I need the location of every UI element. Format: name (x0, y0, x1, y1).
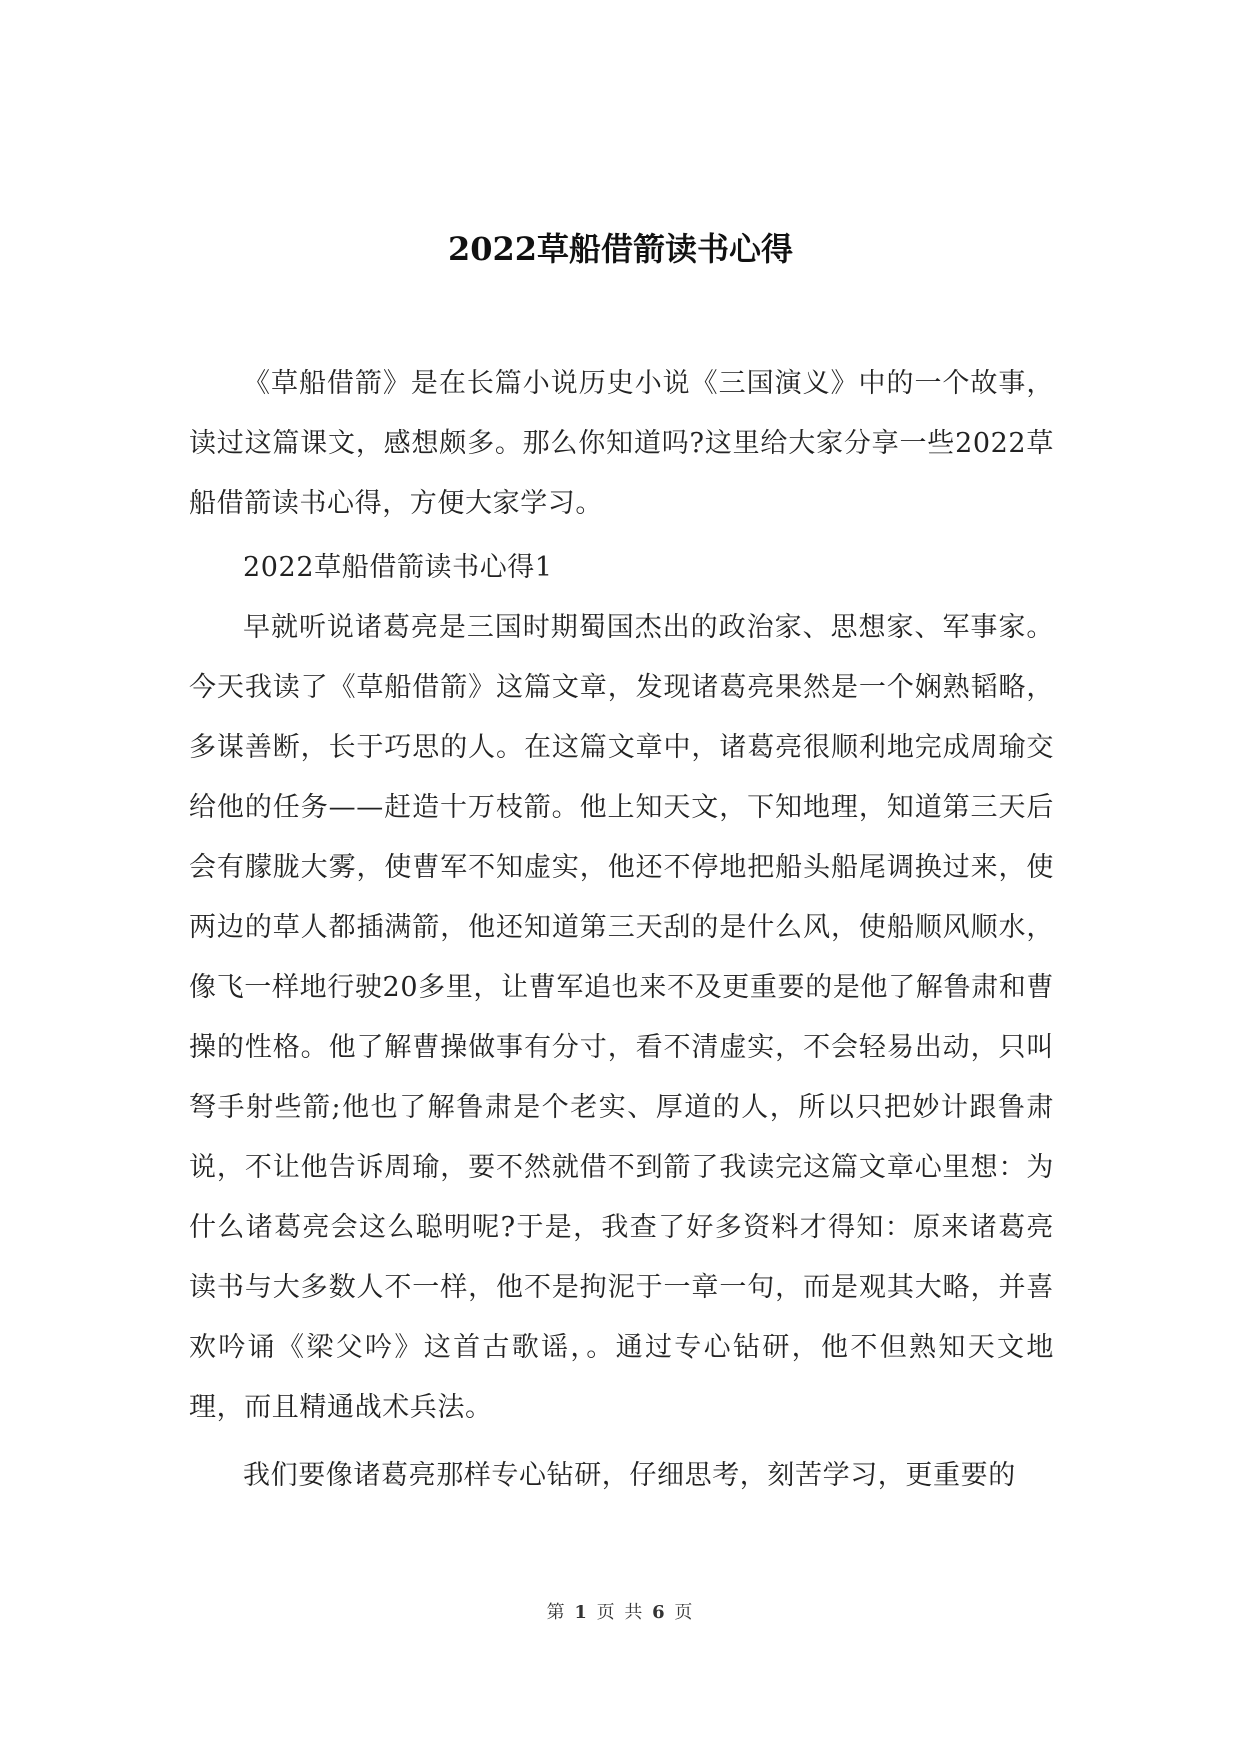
page-footer (0, 1598, 1241, 1624)
body-paragraph: 我们要像诸葛亮那样专心钻研，仔细思考，刻苦学习，更重要的 (243, 1460, 1016, 1491)
section-heading: 2022草船借箭读书心得1 (243, 552, 553, 583)
footer-total-pages: 6 (652, 1602, 667, 1623)
footer-prefix: 第 (546, 1602, 567, 1623)
document-body (189, 354, 1054, 1506)
document-title: 2022草船借箭读书心得 (447, 230, 794, 268)
body-paragraph: 早就听说诸葛亮是三国时期蜀国杰出的政治家、思想家、军事家。今天我读了《草船借箭》这篇文章，发现诸葛亮果然是一个娴熟韬略，多谋善断，长于巧思的人。在这篇文章中，诸葛亮很顺利地完成周瑜交给他的任务——赶造十万枝箭。他上知天文，下知地理，知道第三天后会有朦胧大雾，使曹军不知虚实，他还不停地把船头船尾调换过来，使两边的草人都插满箭，他还知道第三天刮的是什么风，使船顺风顺水，像飞一样地行驶20多里，让曹军追也来不及更重要的是他了解鲁肃和曹操的性格。他了解曹操做事有分寸，看不清虚实，不会轻易出动，只叫弩手射些箭;他也了解鲁肃是个老实、厚道的人，所以只把妙计跟鲁肃说，不让他告诉周瑜，要不然就借不到箭了我读完这篇文章心里想：为什么诸葛亮会这么聪明呢?于是，我查了好多资料才得知：原来诸葛亮读书与大多数人不一样，他不是拘泥于一章一句，而是观其大略，并喜欢吟诵《梁父吟》这首古歌谣，。通过专心钻研，他不但熟知天文地理，而且精通战术兵法。 (189, 612, 1054, 1423)
footer-suffix: 页 (674, 1602, 695, 1623)
footer-middle: 页 共 (596, 1602, 645, 1623)
footer-page-number: 1 (574, 1602, 589, 1623)
intro-paragraph: 《草船借箭》是在长篇小说历史小说《三国演义》中的一个故事，读过这篇课文，感想颇多。那么你知道吗?这里给大家分享一些2022草船借箭读书心得，方便大家学习。 (189, 368, 1054, 519)
